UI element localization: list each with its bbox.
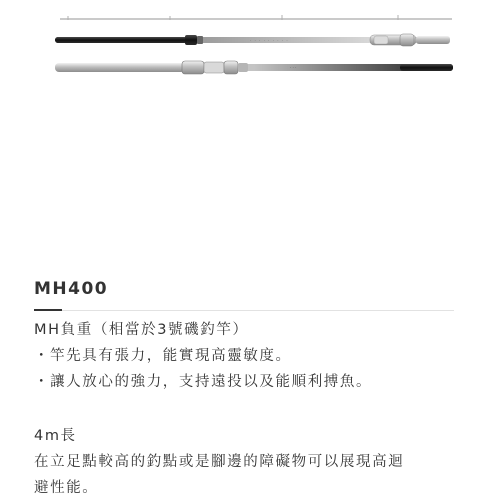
length-detail-text: 避性能。	[34, 480, 99, 496]
rod-tip-section	[60, 15, 452, 20]
model-title: MH400	[34, 279, 109, 299]
svg-text:· · ·: · · ·	[290, 65, 297, 70]
rod-assembled-view	[55, 34, 450, 46]
feature-item: ・讓人放心的強力，支持遠投以及能順利搏魚。	[34, 374, 373, 390]
title-divider	[34, 310, 454, 311]
fishing-rod-product-photo	[0, 0, 500, 90]
feature-item: ・竿先具有張力，能實現高靈敏度。	[34, 348, 292, 364]
power-rating-text: MH負重（相當於3號磯釣竿）	[34, 322, 249, 338]
title-divider-accent	[34, 309, 62, 311]
svg-text:· · · · · · · · ·: · · · · · · · · ·	[250, 38, 289, 43]
rod-handle-view	[55, 61, 453, 74]
length-text: 4m長	[34, 428, 77, 444]
length-detail-text: 在立足點較高的釣點或是腳邊的障礙物可以展現高迴	[34, 454, 405, 470]
